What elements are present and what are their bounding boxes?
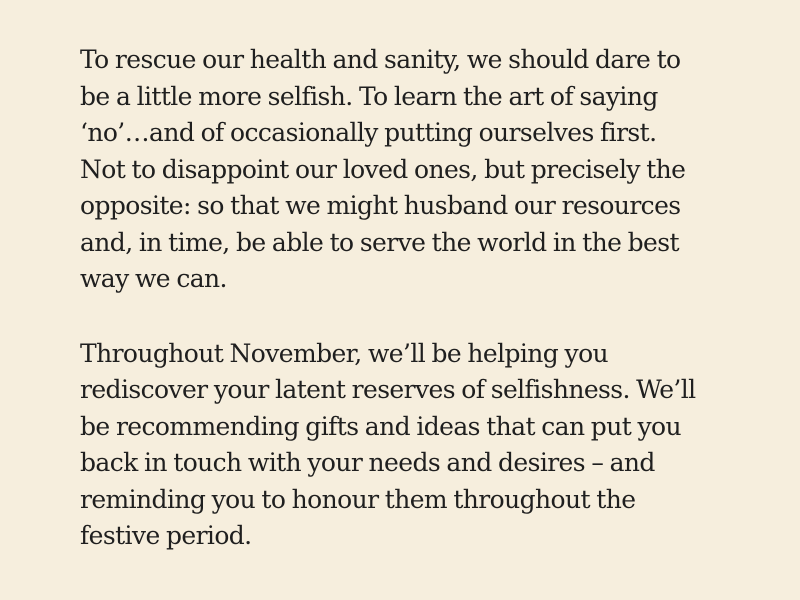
paragraph-1 [80,42,740,298]
paragraph-2 [80,336,740,555]
paragraph-line: and, in time, be able to serve the world in the best [80,227,679,257]
paragraph-line: festive period. [80,521,252,550]
paragraph-line: To rescue our health and sanity, we should dare to [80,45,681,74]
paragraph-line: opposite: so that we might husband our resources [80,191,681,220]
paragraph-spacer [80,298,740,336]
paragraph-line: way we can. [80,264,227,293]
paragraph-line: Not to disappoint our loved ones, but precisely the [80,154,686,184]
paragraph-line: reminding you to honour them throughout the [80,484,636,514]
paragraph-line: Throughout November, we’ll be helping you [80,338,609,368]
paragraph-line: back in touch with your needs and desires – and [80,448,655,477]
paragraph-line: rediscover your latent reserves of selfishness. We’ll [80,375,696,404]
paragraph-line: be a little more selfish. To learn the art of saying [80,81,658,111]
paragraph-line: be recommending gifts and ideas that can put you [80,411,681,441]
paragraph-line: ‘no’…and of occasionally putting ourselves first. [80,118,657,147]
